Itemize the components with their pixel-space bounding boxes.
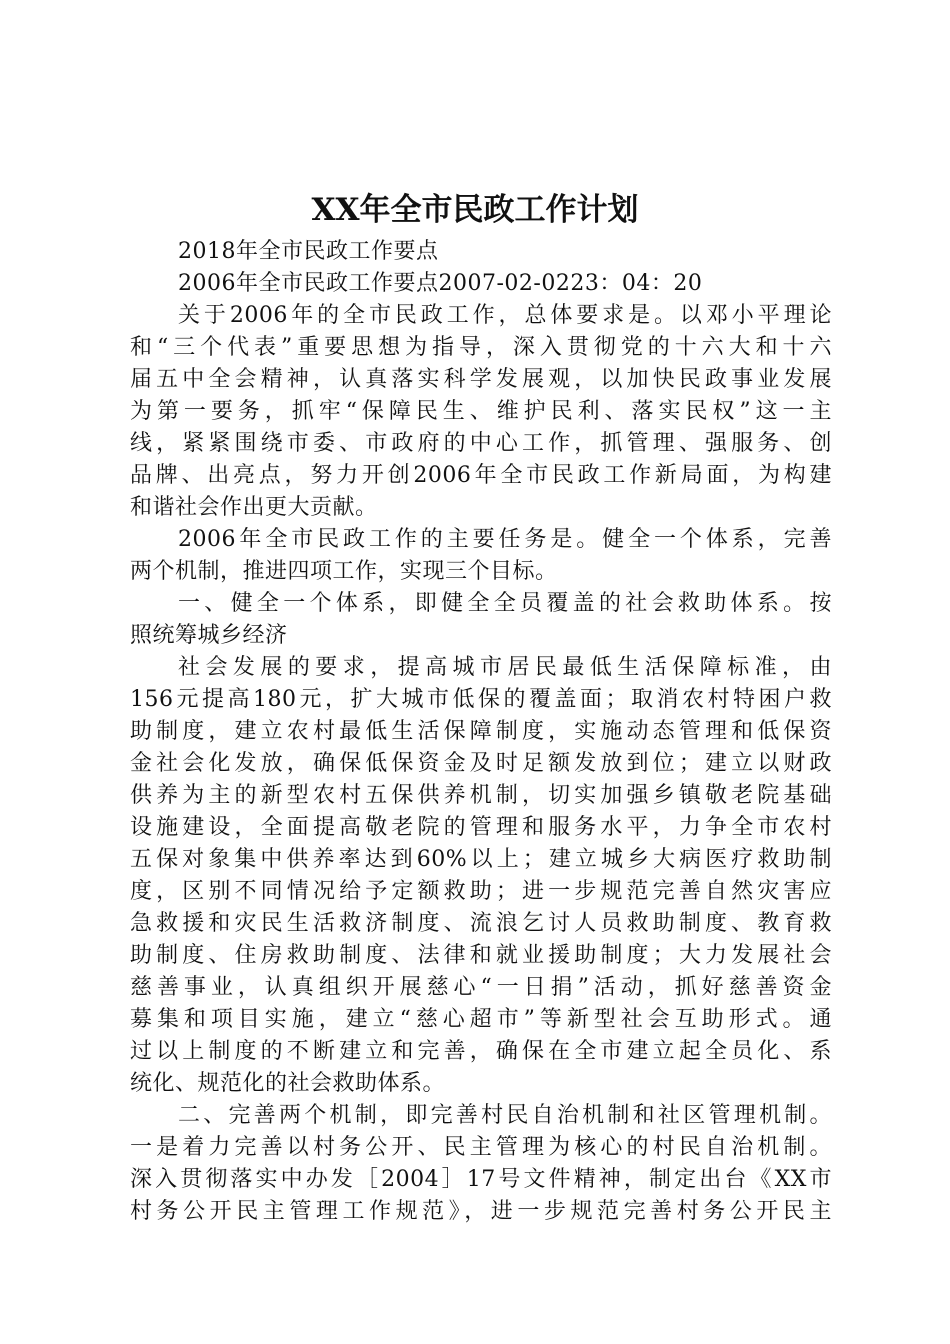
text-line: 和谐社会作出更大贡献。 — [130, 495, 378, 520]
text-line: 度，区别不同情况给予定额救助；进一步规范完善自然灾害应 — [130, 879, 832, 904]
text-line: 二、完善两个机制，即完善村民自治机制和社区管理机制。 — [178, 1103, 832, 1128]
text-line: 助制度、住房救助制度、法律和就业援助制度；大力发展社会 — [130, 943, 832, 968]
text-line: 一是着力完善以村务公开、民主管理为核心的村民自治机制。 — [130, 1135, 832, 1160]
text-line: 五保对象集中供养率达到60%以上；建立城乡大病医疗救助制 — [130, 847, 832, 872]
text-line: 金社会化发放，确保低保资金及时足额发放到位；建立以财政 — [130, 751, 832, 776]
text-line: 募集和项目实施，建立“慈心超市”等新型社会互助形式。通 — [130, 1007, 832, 1032]
text-line: 村务公开民主管理工作规范》，进一步规范完善村务公开民主 — [130, 1199, 832, 1224]
text-line: 社会发展的要求，提高城市居民最低生活保障标准，由 — [178, 655, 832, 680]
text-line: 深入贯彻落实中办发［2004］17号文件精神，制定出台《XX市 — [130, 1167, 832, 1192]
text-line: 关于2006年的全市民政工作，总体要求是。以邓小平理论 — [178, 303, 832, 328]
text-line: 一、健全一个体系，即健全全员覆盖的社会救助体系。按 — [178, 591, 832, 616]
text-line: 156元提高180元，扩大城市低保的覆盖面；取消农村特困户救 — [130, 687, 832, 712]
document-title: XX年全市民政工作计划 — [311, 192, 639, 228]
text-line: 统化、规范化的社会救助体系。 — [130, 1071, 446, 1096]
text-line: 助制度，建立农村最低生活保障制度，实施动态管理和低保资 — [130, 719, 832, 744]
text-line: 设施建设，全面提高敬老院的管理和服务水平，力争全市农村 — [130, 815, 832, 840]
text-line: 2006年全市民政工作要点2007-02-0223：04：20 — [178, 271, 703, 296]
text-line: 两个机制，推进四项工作，实现三个目标。 — [130, 559, 558, 584]
text-line: 供养为主的新型农村五保供养机制，切实加强乡镇敬老院基础 — [130, 783, 832, 808]
text-line: 2018年全市民政工作要点 — [178, 239, 439, 264]
text-line: 和“三个代表”重要思想为指导，深入贯彻党的十六大和十六 — [130, 335, 832, 360]
text-line: 品牌、出亮点，努力开创2006年全市民政工作新局面，为构建 — [130, 463, 832, 488]
text-line: 慈善事业，认真组织开展慈心“一日捐”活动，抓好慈善资金 — [130, 975, 832, 1000]
text-line: 届五中全会精神，认真落实科学发展观，以加快民政事业发展 — [130, 367, 832, 392]
text-line: 为第一要务，抓牢“保障民生、维护民利、落实民权”这一主 — [130, 399, 832, 424]
text-line: 急救援和灾民生活救济制度、流浪乞讨人员救助制度、教育救 — [130, 911, 832, 936]
text-line: 过以上制度的不断建立和完善，确保在全市建立起全员化、系 — [130, 1039, 832, 1064]
document-body — [130, 236, 832, 1228]
text-line: 线，紧紧围绕市委、市政府的中心工作，抓管理、强服务、创 — [130, 431, 832, 456]
text-line: 2006年全市民政工作的主要任务是。健全一个体系，完善 — [178, 527, 832, 552]
text-line: 照统筹城乡经济 — [130, 623, 288, 648]
